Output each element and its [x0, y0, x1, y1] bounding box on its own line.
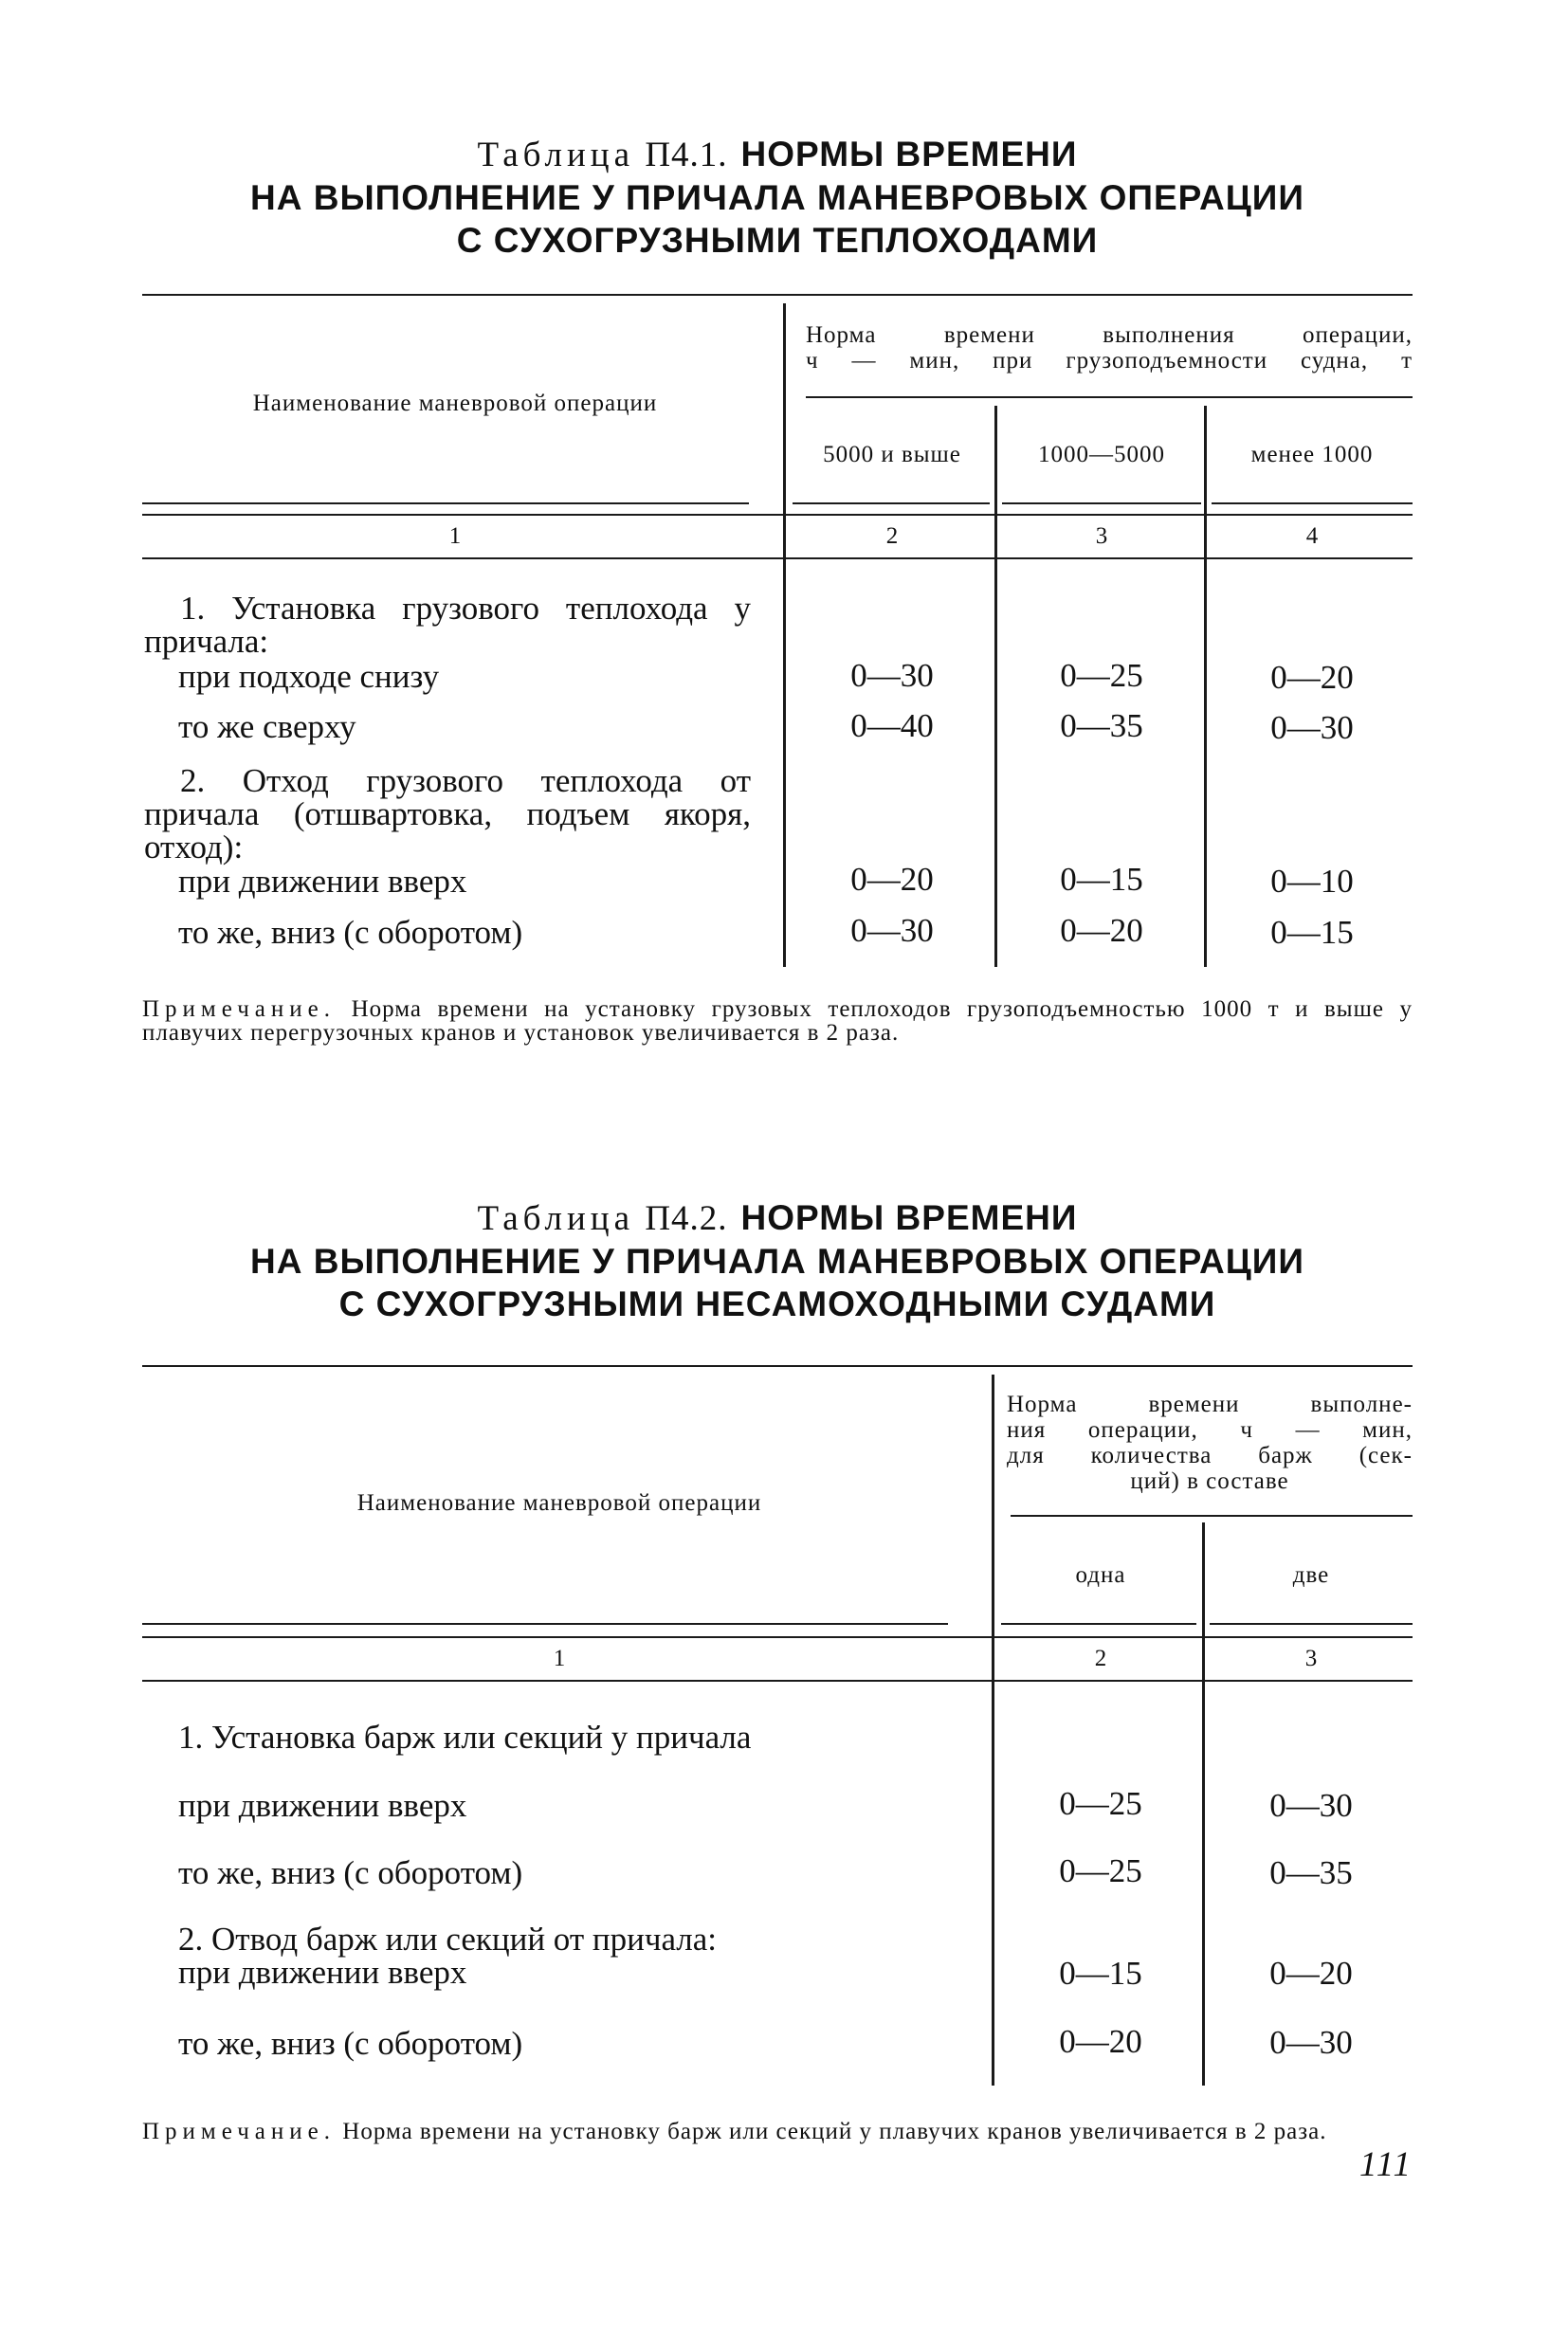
table2-row-6-value-1: 0—20	[1059, 2023, 1142, 2060]
table1-title-line-3: С СУХОГРУЗНЫМИ ТЕПЛОХОДАМИ	[456, 221, 1099, 260]
table1-header-rule-a	[142, 502, 749, 504]
table2-title-line-1	[142, 1196, 1413, 1240]
table1-header-rule-d	[1212, 502, 1413, 504]
table1-row-5-value-2: 0—15	[1060, 861, 1143, 898]
table2-row-3-name: то же, вниз (с оборотом)	[178, 1854, 523, 1891]
table2-row-5-value-2: 0—20	[1269, 1955, 1353, 1992]
table1-row-5-value-1: 0—20	[850, 861, 934, 898]
table2-note-text: Норма времени на установку барж или секций у плавучих кранов увеличивается в 2 раза.	[342, 2119, 1327, 2144]
table1-header-divider	[783, 303, 786, 967]
table2-row-5-value-1: 0—15	[1059, 1955, 1142, 1992]
table1-row-3-value-3: 0—30	[1270, 709, 1354, 746]
table2-title-lead: Таблица	[477, 1199, 635, 1238]
table2-title	[142, 1196, 1413, 1325]
table2-row-6-value-2: 0—30	[1269, 2024, 1353, 2061]
table2-header-rule-a	[142, 1623, 948, 1625]
table2-note	[142, 2120, 1413, 2143]
table1-title-line-2: НА ВЫПОЛНЕНИЕ У ПРИЧАЛА МАНЕВРОВЫХ ОПЕРАЦИИ	[250, 178, 1304, 217]
table1-header-rule-b	[793, 502, 990, 504]
table2-title-line-2: НА ВЫПОЛНЕНИЕ У ПРИЧАЛА МАНЕВРОВЫХ ОПЕРАЦИИ	[250, 1242, 1304, 1281]
table2-header-rule-b	[1001, 1623, 1196, 1625]
page-number: 111	[1358, 2145, 1413, 2184]
table1-col-number-1: 1	[448, 523, 462, 549]
table2-header-norm	[1007, 1392, 1413, 1494]
table1-note-text: Норма времени на установку грузовых теплоходов грузоподъемностью 1000 т и выше у плавучих перегрузочных кранов и установок увеличивается в 2 раза.	[142, 996, 1413, 1046]
table2-header-rule-c	[1210, 1623, 1413, 1625]
table2-note-label: Примечание.	[142, 2119, 337, 2144]
table2-header-norm-line-4: ций) в составе	[1130, 1468, 1289, 1494]
table1-header-norm-line-1: Норма времени выполнения операции,	[806, 322, 1413, 348]
table1-row-6-value-2: 0—20	[1060, 912, 1143, 949]
table2-header-name: Наименование маневровой операции	[356, 1490, 762, 1516]
table2-colnum-rule-top	[142, 1636, 1413, 1638]
table1-subheader-2: 1000—5000	[1038, 442, 1165, 467]
table1-title	[142, 133, 1413, 262]
table1-row-3-value-1: 0—40	[850, 707, 934, 744]
table2-col-number-2: 2	[1094, 1646, 1107, 1671]
table1-row-6-value-1: 0—30	[850, 912, 934, 949]
table2-row-2-name: при движении вверх	[178, 1787, 467, 1824]
table2-col-number-3: 3	[1304, 1646, 1318, 1671]
table2-title-text-1: НОРМЫ ВРЕМЕНИ	[740, 1198, 1078, 1237]
table2-row-2-value-1: 0—25	[1059, 1785, 1142, 1822]
table2-row-2-value-2: 0—30	[1269, 1787, 1353, 1824]
table1-col-number-3: 3	[1095, 523, 1108, 549]
table1-sub-divider-1	[994, 406, 997, 967]
table1-header-name: Наименование маневровой операции	[252, 391, 658, 416]
table1-note	[142, 997, 1413, 1045]
table1-colnum-rule-top	[142, 514, 1413, 516]
table2-subheader-2: две	[1292, 1562, 1330, 1588]
table1-header-norm-line-2: ч — мин, при грузоподъемности судна, т	[806, 348, 1413, 374]
table2-colnum-rule-bottom	[142, 1680, 1413, 1682]
table1-title-lead: Таблица	[477, 136, 635, 174]
table1-norm-rule	[806, 396, 1413, 398]
table2-sub-divider	[1202, 1522, 1205, 2086]
table1-row-3-name: то же сверху	[178, 708, 356, 745]
table1-col-number-2: 2	[885, 523, 899, 549]
table2-row-1-name: 1. Установка барж или секций у причала	[178, 1719, 752, 1756]
table1-row-2-name: при подходе снизу	[178, 658, 440, 695]
table2-row-6-name: то же, вниз (с оборотом)	[178, 2025, 523, 2062]
table1-header-rule-c	[1002, 502, 1201, 504]
table1-top-rule	[142, 294, 1413, 296]
table2-title-line-3: С СУХОГРУЗНЫМИ НЕСАМОХОДНЫМИ СУДАМИ	[338, 1285, 1216, 1323]
table1-row-5-value-3: 0—10	[1270, 863, 1354, 900]
table1-row-3-value-2: 0—35	[1060, 707, 1143, 744]
table1-row-2-value-3: 0—20	[1270, 659, 1354, 696]
table2-header-norm-line-1: Норма времени выполне-	[1007, 1392, 1413, 1417]
table2-title-number: П4.2.	[645, 1199, 728, 1238]
table2-norm-rule	[1011, 1515, 1413, 1517]
table1-subheader-3: менее 1000	[1250, 442, 1374, 467]
table2-row-5-name: при движении вверх	[178, 1954, 467, 1991]
table1-colnum-rule-bottom	[142, 557, 1413, 559]
table1-col-number-4: 4	[1305, 523, 1319, 549]
table2-subheader-1: одна	[1075, 1562, 1126, 1588]
table1-row-6-value-3: 0—15	[1270, 914, 1354, 951]
table1-title-text-1: НОРМЫ ВРЕМЕНИ	[740, 135, 1078, 173]
table1-row-1-name: 1. Установка грузового теплохода у причала:	[144, 590, 751, 660]
table1-row-6-name: то же, вниз (с оборотом)	[178, 914, 523, 951]
table1-note-label: Примечание.	[142, 996, 337, 1022]
table1-row-5-name: при движении вверх	[178, 863, 467, 900]
table2-header-norm-line-2: ния операции, ч — мин,	[1007, 1417, 1413, 1443]
table1-subheader-1: 5000 и выше	[823, 442, 961, 467]
table1-row-2-value-1: 0—30	[850, 657, 934, 694]
table1-row-2-value-2: 0—25	[1060, 657, 1143, 694]
table2-row-3-value-1: 0—25	[1059, 1852, 1142, 1889]
table1-title-number: П4.1.	[645, 136, 728, 174]
table2-header-divider	[992, 1375, 994, 2086]
table2-col-number-1: 1	[553, 1646, 566, 1671]
table1-row-4-name: 2. Отход грузового теплохода от причала (отшвартовка, подъем якоря, отход):	[144, 762, 751, 866]
table1-header-norm	[806, 322, 1413, 374]
table1-sub-divider-2	[1204, 406, 1207, 967]
table2-row-3-value-2: 0—35	[1269, 1854, 1353, 1891]
table2-top-rule	[142, 1365, 1413, 1367]
table2-header-norm-line-3: для количества барж (сек-	[1007, 1443, 1413, 1468]
table2-row-4-name: 2. Отвод барж или секций от причала:	[178, 1921, 718, 1958]
table1-title-line-1	[142, 133, 1413, 176]
